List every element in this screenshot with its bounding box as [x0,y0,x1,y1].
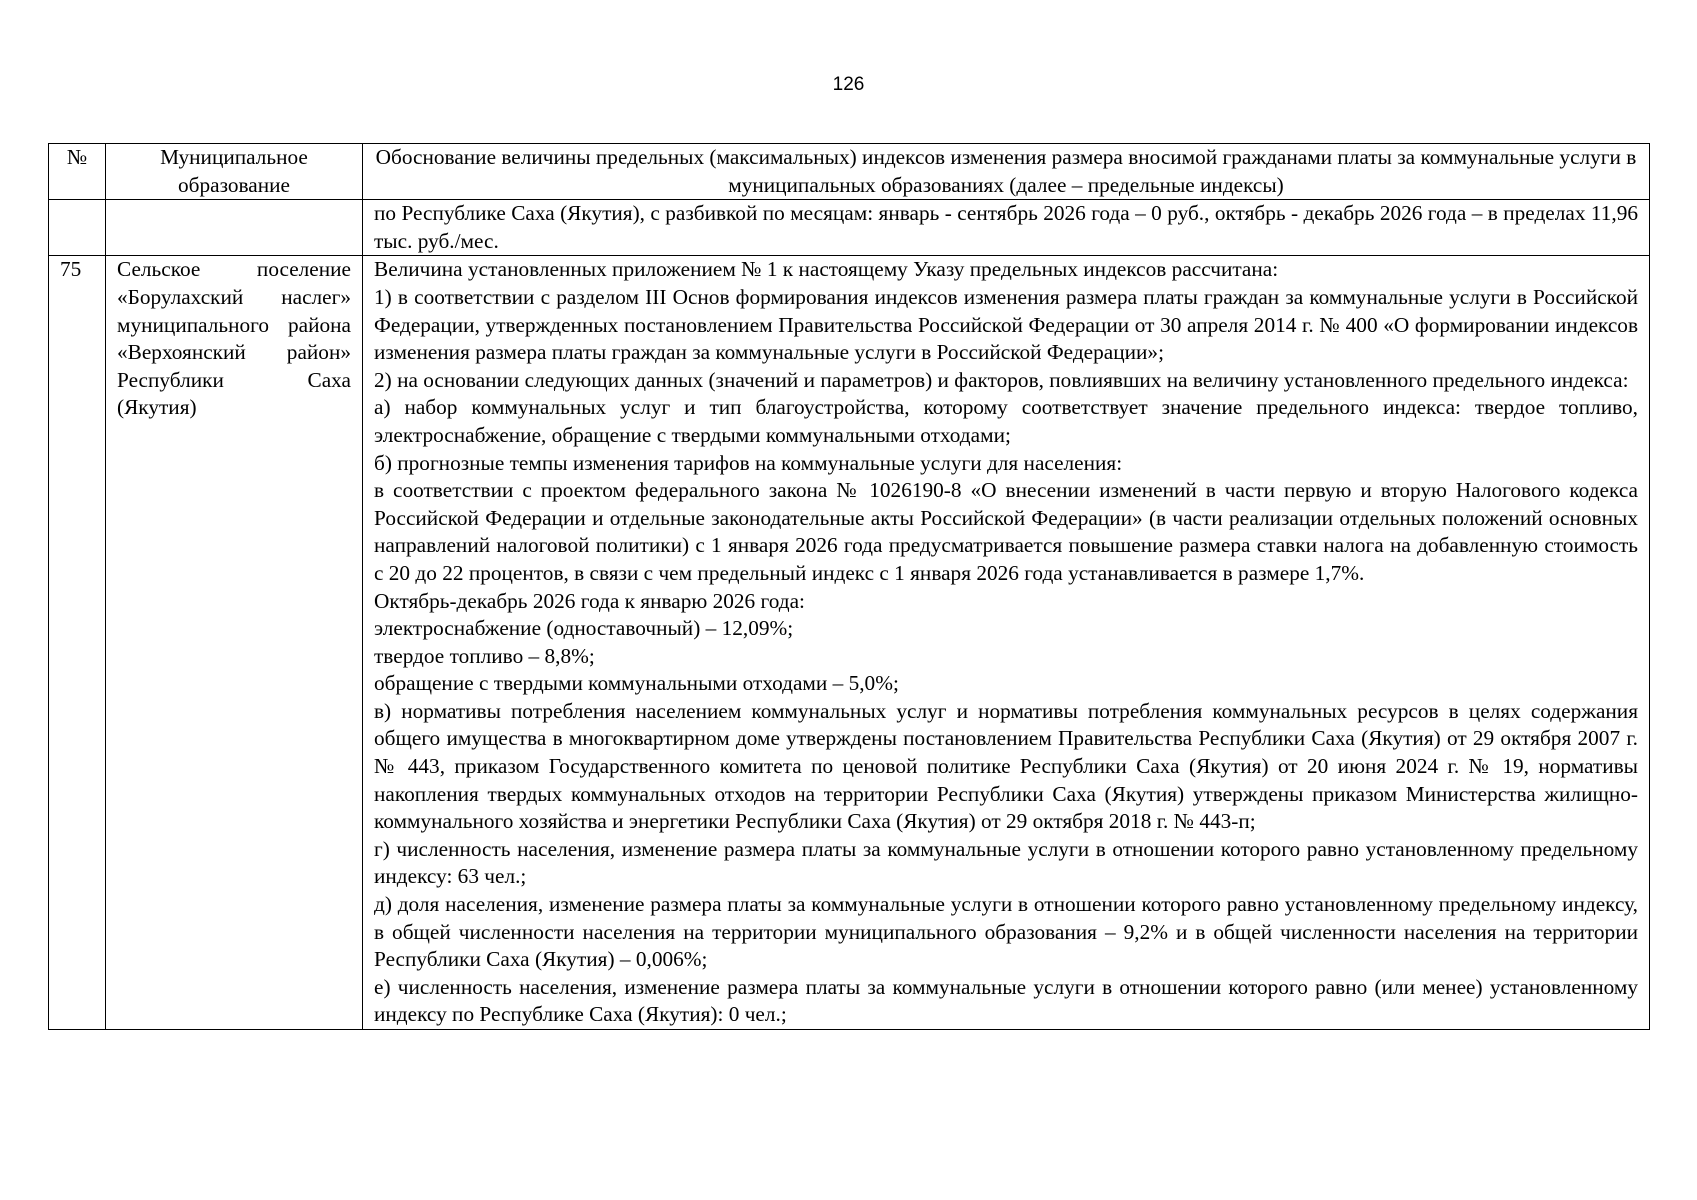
row-justification [363,256,1650,1030]
continuation-text-cell [363,200,1650,256]
row-municipality: Сельское поселение «Борулахский наслег» муниципального района «Верхоянский район» Республики Саха (Якутия) [106,256,363,1030]
justification-table [48,143,1650,1030]
continuation-row [49,200,1650,256]
paragraph-item-g: г) численность населения, изменение размера платы за коммунальные услуги в отношении которого равно установленному предельному индексу: 63 чел.; [374,836,1638,889]
paragraph-electricity: электроснабжение (одноставочный) – 12,09%; [374,616,794,641]
paragraph-item-b: б) прогнозные темпы изменения тарифов на коммунальные услуги для населения: [374,450,1123,475]
paragraph-item-a: а) набор коммунальных услуг и тип благоустройства, которому соответствует значение предельного индекса: твердое топливо, электроснабжение, обращение с твердыми коммунальными отходами; [374,395,1638,447]
paragraph-intro: Величина установленных приложением № 1 к настоящему Указу предельных индексов рассчитана: [374,257,1279,282]
paragraph-item-2: 2) на основании следующих данных (значений и параметров) и факторов, повлиявших на величину установленного предельного индекса: [374,367,1629,392]
paragraph-tax-law: в соответствии с проектом федерального закона № 1026190-8 «О внесении изменений в части первую и вторую Налогового кодекса Российской Федерации и отдельные законодательные акты Российской Федерации» (в части реализации отдельных положений основных направлений налоговой политики) с 1 января 2026 года предусматривается повышение размера ставки налога на добавленную стоимость с 20 до 22 процентов, в связи с чем предельный индекс с 1 января 2026 года устанавливается в размере 1,7%. [374,478,1638,585]
continuation-municipality-cell [106,200,363,256]
paragraph-item-d: д) доля населения, изменение размера платы за коммунальные услуги в отношении которого равно установленному предельному индексу, в общей численности населения на территории муниципального образования – 9,2% и в общей численности населения на территории Республики Саха (Якутия) – 0,006%; [374,892,1638,972]
table-header-row [49,144,1650,200]
header-justification: Обоснование величины предельных (максимальных) индексов изменения размера вносимой гражданами платы за коммунальные услуги в муниципальных образованиях (далее – предельные индексы) [363,144,1650,200]
table-row [49,256,1650,1030]
header-number: № [49,144,106,200]
continuation-text: по Республике Саха (Якутия), с разбивкой по месяцам: январь - сентябрь 2026 года – 0 руб., октябрь - декабрь 2026 года – в пределах 11,96 тыс. руб./мес. [374,201,1638,253]
paragraph-item-v: в) нормативы потребления населением коммунальных услуг и нормативы потребления коммунальных ресурсов в целях содержания общего имущества в многоквартирном доме утверждены постановлением Правительства Республики Саха (Якутия) от 29 октября 2007 г. № 443, приказом Государственного комитета по ценовой политике Республики Саха (Якутия) от 20 июня 2024 г. № 19, нормативы накопления твердых коммунальных отходов на территории Республики Саха (Якутия) утверждены приказом Министерства жилищно-коммунального хозяйства и энергетики Республики Саха (Якутия) от 29 октября 2018 г. № 443-п; [374,698,1638,834]
header-municipality: Муниципальное образование [106,144,363,200]
paragraph-solid-fuel: твердое топливо – 8,8%; [374,643,595,668]
page-number: 126 [832,74,865,95]
continuation-number-cell [49,200,106,256]
paragraph-period: Октябрь-декабрь 2026 года к январю 2026 года: [374,588,805,613]
paragraph-item-e: е) численность населения, изменение размера платы за коммунальные услуги в отношении которого равно (или менее) установленному индексу по Республике Саха (Якутия): 0 чел.; [374,974,1638,1027]
paragraph-item-1: 1) в соответствии с разделом III Основ формирования индексов изменения размера платы граждан за коммунальные услуги в Российской Федерации, утвержденных постановлением Правительства Российской Федерации от 30 апреля 2014 г. № 400 «О формировании индексов изменения размера платы граждан за коммунальные услуги в Российской Федерации»; [374,284,1638,365]
row-number: 75 [49,256,106,1030]
paragraph-waste: обращение с твердыми коммунальными отходами – 5,0%; [374,671,899,696]
